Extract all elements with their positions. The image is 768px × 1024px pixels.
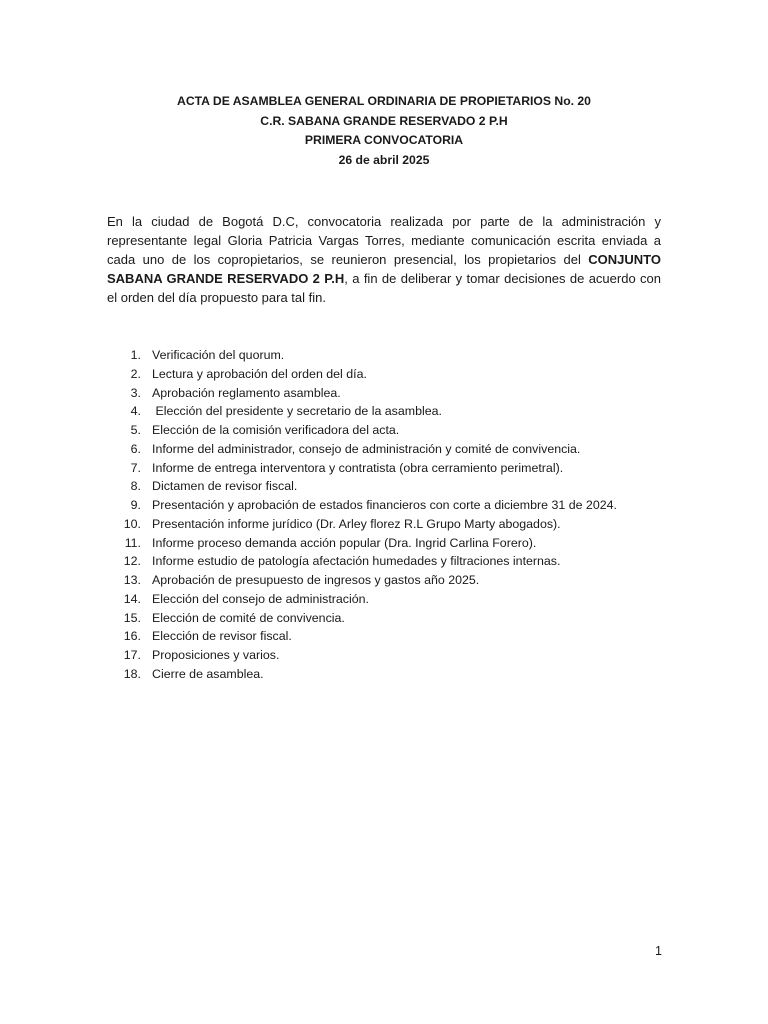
- intro-text-part2: , a fin de deliberar y tomar decisiones de acuerdo con el orden del día propuesto para tal fin.: [107, 271, 661, 305]
- agenda-item-text: Informe de entrega interventora y contratista (obra cerramiento perimetral).: [152, 460, 564, 475]
- agenda-item: [107, 477, 667, 496]
- agenda-item-number: 16.: [123, 629, 141, 644]
- agenda-item: [107, 402, 667, 421]
- convocation-label: PRIMERA CONVOCATORIA: [304, 133, 464, 147]
- agenda-item-text: Elección del consejo de administración.: [152, 591, 369, 606]
- intro-text-bold: CONJUNTO SABANA GRANDE RESERVADO 2 P.H: [107, 252, 661, 286]
- agenda-item-text: Presentación informe jurídico (Dr. Arley florez R.L Grupo Marty abogados).: [152, 516, 561, 531]
- agenda-item-text: Proposiciones y varios.: [152, 648, 280, 662]
- intro-paragraph: [107, 212, 661, 307]
- agenda-item-number: 10.: [123, 516, 141, 531]
- agenda-item-text: Verificación del quorum.: [152, 348, 285, 362]
- agenda-item: [107, 346, 667, 365]
- agenda-item: [107, 440, 667, 459]
- agenda-item-number: 18.: [123, 666, 141, 681]
- agenda-item-number: 6.: [130, 441, 141, 456]
- agenda-item-text: Dictamen de revisor fiscal.: [152, 479, 298, 494]
- agenda-item-text: Presentación y aprobación de estados financieros con corte a diciembre 31 de 2024.: [152, 498, 617, 512]
- agenda-item-text: Elección de comité de convivencia.: [152, 610, 345, 625]
- agenda-item: [107, 384, 667, 403]
- agenda-item-number: 13.: [123, 573, 141, 587]
- agenda-item: [107, 627, 667, 646]
- agenda-list: [107, 346, 667, 684]
- document-title: ACTA DE ASAMBLEA GENERAL ORDINARIA DE PROPIETARIOS No. 20: [177, 94, 591, 108]
- agenda-item: [107, 665, 667, 684]
- agenda-item: [107, 609, 667, 628]
- agenda-item: [107, 496, 667, 515]
- agenda-item: [107, 365, 667, 384]
- meeting-date: 26 de abril 2025: [338, 152, 430, 167]
- agenda-item-number: 7.: [130, 460, 141, 475]
- agenda-item-number: 3.: [130, 385, 141, 400]
- agenda-item-text: Aprobación de presupuesto de ingresos y gastos año 2025.: [152, 573, 480, 587]
- agenda-item-number: 11.: [124, 535, 141, 550]
- agenda-item-text: Informe del administrador, consejo de administración y comité de convivencia.: [152, 441, 581, 456]
- agenda-item-text: Informe estudio de patología afectación humedades y filtraciones internas.: [152, 554, 561, 569]
- document-header: [0, 92, 768, 170]
- agenda-item-number: 12.: [123, 554, 141, 569]
- agenda-item: [107, 459, 667, 478]
- agenda-item-number: 2.: [130, 366, 141, 381]
- page-number: 1: [655, 944, 662, 958]
- complex-name: C.R. SABANA GRANDE RESERVADO 2 P.H: [260, 113, 508, 128]
- agenda-item-text: Informe proceso demanda acción popular (Dra. Ingrid Carlina Forero).: [152, 535, 537, 550]
- agenda-item: [107, 515, 667, 534]
- agenda-item-number: 5.: [130, 423, 141, 437]
- agenda-item: [107, 646, 667, 665]
- agenda-item-number: 4.: [130, 404, 141, 419]
- agenda-item-number: 8.: [130, 479, 141, 494]
- agenda-item-text: Lectura y aprobación del orden del día.: [152, 366, 367, 381]
- agenda-item-number: 14.: [123, 591, 141, 606]
- agenda-item-text: Elección de la comisión verificadora del acta.: [152, 423, 400, 437]
- agenda-item-text: Elección de revisor fiscal.: [152, 629, 292, 644]
- agenda-item: [107, 534, 667, 553]
- agenda-item-number: 9.: [130, 498, 141, 512]
- agenda-item: [107, 571, 667, 590]
- agenda-item-number: 17.: [123, 648, 141, 662]
- agenda-item: [107, 421, 667, 440]
- agenda-item-text: Aprobación reglamento asamblea.: [152, 385, 341, 400]
- agenda-item-number: 15.: [123, 610, 141, 625]
- agenda-item-number: 1.: [130, 348, 141, 362]
- agenda-item: [107, 552, 667, 571]
- agenda-item-text: Cierre de asamblea.: [152, 666, 264, 681]
- intro-text-part1: En la ciudad de Bogotá D.C, convocatoria realizada por parte de la administración y representante legal Gloria Patricia Vargas Torres, mediante comunicación escrita enviada a cada uno de los copropietarios, se reunieron presencial, los propietarios del: [107, 214, 661, 267]
- agenda-item: [107, 590, 667, 609]
- agenda-item-text: Elección del presidente y secretario de la asamblea.: [152, 404, 442, 419]
